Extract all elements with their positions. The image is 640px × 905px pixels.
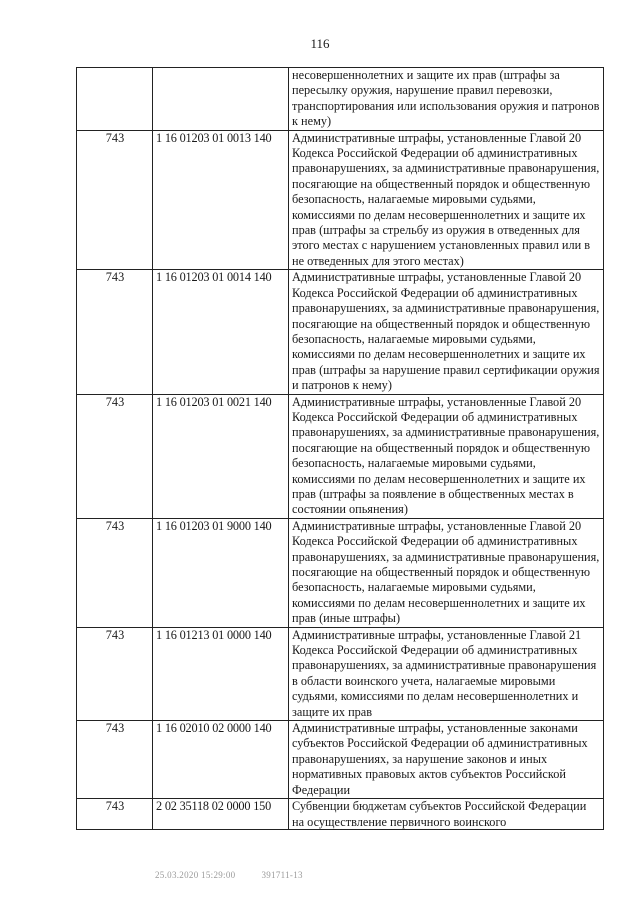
admin-code-cell bbox=[77, 68, 153, 131]
table-row bbox=[77, 799, 604, 830]
kbk-code-cell: 1 16 02010 02 0000 140 bbox=[153, 721, 289, 799]
table-row bbox=[77, 394, 604, 518]
table-row bbox=[77, 721, 604, 799]
footer-datetime: 25.03.2020 15:29:00 bbox=[155, 870, 236, 880]
kbk-code-cell: 2 02 35118 02 0000 150 bbox=[153, 799, 289, 830]
table-row bbox=[77, 627, 604, 720]
table-row bbox=[77, 130, 604, 270]
admin-code-cell: 743 bbox=[77, 799, 153, 830]
kbk-code-cell: 1 16 01203 01 0013 140 bbox=[153, 130, 289, 270]
admin-code-cell: 743 bbox=[77, 627, 153, 720]
kbk-code-cell: 1 16 01213 01 0000 140 bbox=[153, 627, 289, 720]
revenue-name-cell bbox=[289, 799, 604, 830]
budget-codes-table bbox=[76, 67, 604, 830]
kbk-code-cell bbox=[153, 68, 289, 131]
revenue-name-text: Субвенции бюджетам субъектов Российской Федерации на осуществление первичного воинского bbox=[292, 799, 587, 829]
revenue-name-cell: Административные штрафы, установленные законами субъектов Российской Федерации об административных правонарушениях, за нарушение законов и иных нормативных правовых актов субъектов Российской Федерации bbox=[289, 721, 604, 799]
revenue-name-cell: несовершеннолетних и защите их прав (штрафы за пересылку оружия, нарушение правил перевозки, транспортирования или использования оружия и патронов к нему) bbox=[289, 68, 604, 131]
footer-document-id: 391711-13 bbox=[261, 870, 303, 880]
page-number: 116 bbox=[310, 36, 330, 51]
admin-code-cell: 743 bbox=[77, 270, 153, 394]
table-row bbox=[77, 270, 604, 394]
revenue-name-cell: Административные штрафы, установленные Главой 20 Кодекса Российской Федерации об административных правонарушениях, за административные правонарушения, посягающие на общественный порядок и общественную безопасность, налагаемые мировыми судьями, комиссиями по делам несовершеннолетних и защите их прав (штрафы за появление в общественных местах в состоянии опьянения) bbox=[289, 394, 604, 518]
revenue-name-cell: Административные штрафы, установленные Главой 20 Кодекса Российской Федерации об административных правонарушениях, за административные правонарушения, посягающие на общественный порядок и общественную безопасность, налагаемые мировыми судьями, комиссиями по делам несовершеннолетних и защите их прав (штрафы за стрельбу из оружия в отведенных для этого местах с нарушением установленных правил или в не отведенных для этого местах) bbox=[289, 130, 604, 270]
revenue-name-cell: Административные штрафы, установленные Главой 20 Кодекса Российской Федерации об административных правонарушениях, за административные правонарушения, посягающие на общественный порядок и общественную безопасность, налагаемые мировыми судьями, комиссиями по делам несовершеннолетних и защите их прав (штрафы за нарушение правил сертификации оружия и патронов к нему) bbox=[289, 270, 604, 394]
revenue-name-cell: Административные штрафы, установленные Главой 20 Кодекса Российской Федерации об административных правонарушениях, за административные правонарушения, посягающие на общественный порядок и общественную безопасность, налагаемые мировыми судьями, комиссиями по делам несовершеннолетних и защите их прав (иные штрафы) bbox=[289, 518, 604, 627]
kbk-code-cell: 1 16 01203 01 0014 140 bbox=[153, 270, 289, 394]
admin-code-cell: 743 bbox=[77, 394, 153, 518]
table-row bbox=[77, 518, 604, 627]
admin-code-cell: 743 bbox=[77, 130, 153, 270]
table-row bbox=[77, 68, 604, 131]
document-footer bbox=[155, 870, 303, 880]
revenue-name-cell: Административные штрафы, установленные Главой 21 Кодекса Российской Федерации об административных правонарушениях, за административные правонарушения в области воинского учета, налагаемые мировыми судьями, комиссиями по делам несовершеннолетних и защите их прав bbox=[289, 627, 604, 720]
admin-code-cell: 743 bbox=[77, 721, 153, 799]
kbk-code-cell: 1 16 01203 01 9000 140 bbox=[153, 518, 289, 627]
kbk-code-cell: 1 16 01203 01 0021 140 bbox=[153, 394, 289, 518]
admin-code-cell: 743 bbox=[77, 518, 153, 627]
